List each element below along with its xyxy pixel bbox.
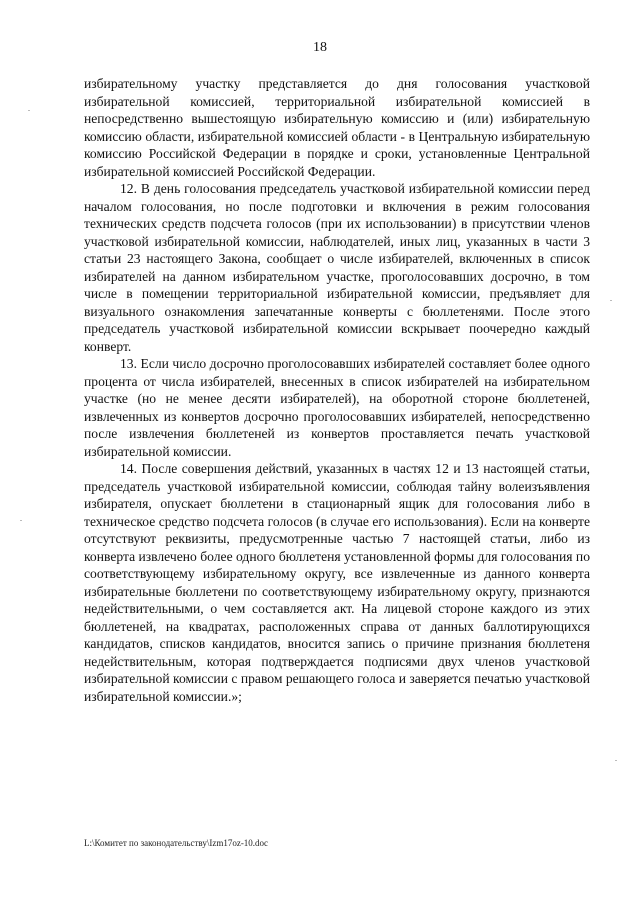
paragraph-13: 13. Если число досрочно проголосовавших избирателей составляет более одного процента от числа избирателей, внесенных в список избирателей на избирательном участке (но не менее десяти избирателей), на оборотной стороне бюллетеней, извлеченных из конвертов досрочно проголосовавших избирателей, непосредственно после извлечения бюллетеней из конвертов проставляется печать участковой избирательной комиссии. [84,356,590,459]
paragraph-12: 12. В день голосования председатель участковой избирательной комиссии перед началом голосования, но после подготовки и включения в режим голосования технических средств подсчета голосов (при их использовании) в присутствии членов участковой избирательной комиссии, наблюдателей, иных лиц, указанных в части 3 статьи 23 настоящего Закона, сообщает о числе избирателей, включенных в список избирателей на данном избирательном участке, проголосовавших досрочно, в том числе в помещении территориальной избирательной комиссии, предъявляет для визуального ознакомления запечатанные конверты с бюллетенями. После этого председатель участковой избирательной комиссии вскрывает поочередно каждый конверт. [84,181,590,354]
paragraph-14: 14. После совершения действий, указанных в частях 12 и 13 настоящей статьи, председатель участковой избирательной комиссии, соблюдая тайну волеизъявления избирателя, опускает бюллетени в стационарный ящик для голосования либо в техническое средство подсчета голосов (в случае его использования). Если на конверте отсутствуют реквизиты, предусмотренные частью 7 настоящей статьи, либо из конверта извлечено более одного бюллетеня установленной формы для голосования по соответствующему избирательному округу, все извлеченные из данного конверта избирательные бюллетени по соответствующему избирательному округу, признаются недействительными, о чем составляется акт. На лицевой стороне каждого из этих бюллетеней, на квадратах, расположенных справа от данных баллотирующихся кандидатов, списков кандидатов, вносится запись о причине признания бюллетеня недействительным, которая подтверждается подписями двух членов участковой избирательной комиссии с правом решающего голоса и заверяется печатью участковой избирательной комиссии.»; [84,461,591,704]
scan-speck [610,300,612,301]
footer-file-path: L:\Комитет по законодательству\Izm17oz-10.doc [84,838,269,848]
scan-speck [20,520,22,521]
document-body [84,75,590,705]
scan-speck [615,760,617,761]
scan-speck [28,110,30,111]
page-number: 18 [313,40,327,55]
paragraph-continuation: избирательному участку представляется до дня голосования участковой избирательной комиссией, территориальной избирательной комиссией в непосредственно вышестоящую избирательную комиссию и (или) избирательную комиссию области, избирательной комиссией области - в Центральную избирательную комиссию Российской Федерации в порядке и сроки, установленные Центральной избирательной комиссией Российской Федерации. [84,76,590,179]
